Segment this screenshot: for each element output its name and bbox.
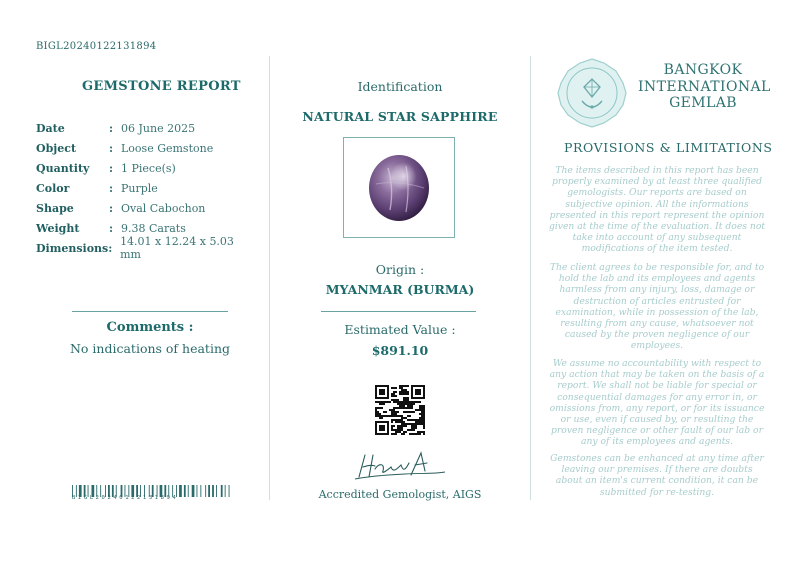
detail-row-quantity bbox=[36, 158, 256, 178]
lab-logo-icon bbox=[556, 57, 628, 129]
identification-label: Identification bbox=[357, 79, 443, 94]
provisions-title: PROVISIONS & LIMITATIONS bbox=[564, 140, 773, 155]
estimated-value-label: Estimated Value : bbox=[344, 322, 456, 337]
qr-code-icon bbox=[375, 385, 425, 435]
detail-label: Quantity bbox=[36, 161, 90, 175]
detail-value: Loose Gemstone bbox=[121, 141, 214, 155]
origin-value: MYANMAR (BURMA) bbox=[325, 282, 475, 297]
detail-colon: : bbox=[109, 181, 114, 195]
comments-label: Comments : bbox=[106, 320, 194, 335]
gemstone-photo bbox=[344, 138, 454, 237]
detail-value: 14.01 x 12.24 x 5.03 mm bbox=[120, 235, 234, 261]
detail-label: Dimensions bbox=[36, 241, 109, 255]
barcode-text: BIGL20240122131894 bbox=[72, 495, 179, 501]
detail-colon: : bbox=[109, 161, 114, 175]
provisions-paragraph: We assume no accountability with respect to any action that may be taken on the basis of a report. We shall not be liable for special or consequential damages for any error in, or omissions from, any report, or for its issuance or use, even if caused by, or resulting the proven negligence or other fault of our lab or any of its employees and agents. bbox=[549, 358, 765, 448]
detail-label: Object bbox=[36, 141, 77, 155]
provisions-paragraph: Gemstones can be enhanced at any time after leaving our premises. If there are doubts about an item's current condition, it can be submitted for re-testing. bbox=[550, 453, 764, 498]
detail-row-object bbox=[36, 138, 256, 158]
detail-colon: : bbox=[109, 121, 114, 135]
signature-icon bbox=[345, 447, 455, 487]
detail-row-color bbox=[36, 178, 256, 198]
lab-name bbox=[638, 62, 771, 112]
column-divider-right bbox=[530, 56, 531, 500]
detail-colon: : bbox=[109, 201, 114, 215]
detail-colon: : bbox=[109, 141, 114, 155]
detail-label: Weight bbox=[36, 221, 80, 235]
detail-value: Oval Cabochon bbox=[121, 201, 206, 215]
comments-divider bbox=[72, 311, 228, 312]
report-id: BIGL20240122131894 bbox=[36, 41, 157, 52]
detail-row-date bbox=[36, 118, 256, 138]
lab-name-line: BANGKOK bbox=[663, 62, 743, 78]
detail-label: Color bbox=[36, 181, 70, 195]
detail-value: 9.38 Carats bbox=[121, 221, 186, 235]
stone-name: NATURAL STAR SAPPHIRE bbox=[302, 109, 498, 124]
lab-name-line: GEMLAB bbox=[669, 95, 737, 111]
details-table bbox=[36, 118, 256, 261]
detail-value: Purple bbox=[121, 181, 158, 195]
gemstone-photo-frame bbox=[343, 137, 455, 238]
origin-label: Origin : bbox=[375, 262, 425, 277]
comments-text: No indications of heating bbox=[69, 341, 231, 356]
detail-row-dimensions bbox=[36, 235, 256, 261]
detail-colon: : bbox=[109, 221, 114, 235]
detail-label: Shape bbox=[36, 201, 74, 215]
detail-label: Date bbox=[36, 121, 65, 135]
value-divider bbox=[321, 311, 476, 312]
detail-colon: : bbox=[108, 241, 113, 255]
detail-value: 1 Piece(s) bbox=[121, 161, 176, 175]
detail-value: 06 June 2025 bbox=[121, 121, 196, 135]
provisions-paragraph: The items described in this report has been properly examined by at least three qualified gemologists. Our reports are based on subjective opinion. All the informations presented in this report represent the opinion given at the time of the evaluation. It does not take into account of any subsequent modifications of the item tested. bbox=[548, 165, 766, 255]
lab-name-line: INTERNATIONAL bbox=[638, 78, 771, 95]
detail-row-shape bbox=[36, 198, 256, 218]
signature-caption: Accredited Gemologist, AIGS bbox=[318, 488, 482, 501]
report-title: GEMSTONE REPORT bbox=[82, 79, 241, 94]
estimated-value: $891.10 bbox=[371, 343, 429, 358]
provisions-paragraph: The client agrees to be responsible for, and to hold the lab and its employees and agents harmless from any injury, loss, damage or destruction of articles entrusted for examination, while in possession of the lab, resulting from any cause, whatsoever not caused by the proven negligence of our employees. bbox=[549, 262, 765, 352]
